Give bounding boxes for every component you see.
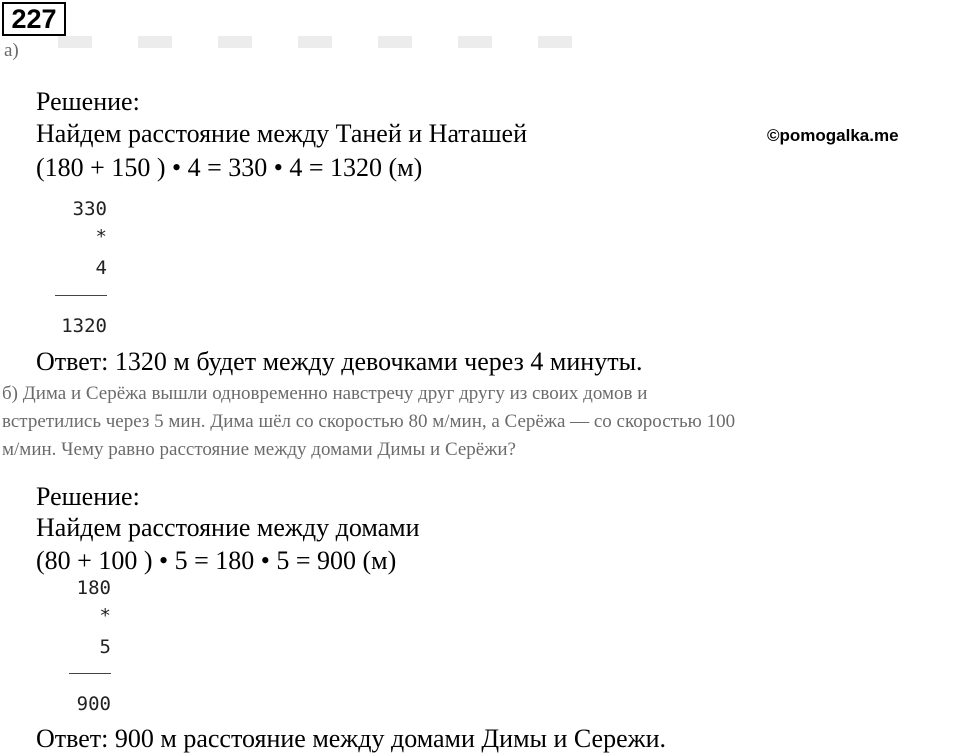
part-b-problem-line-1: б) Дима и Серёжа вышли одновременно навстречу друг другу из своих домов и: [2, 383, 648, 404]
part-b-column-line: [69, 673, 111, 674]
part-a-column-result: 1320: [61, 315, 107, 337]
part-b-problem-line-3: м/мин. Чему равно расстояние между домами Димы и Серёжи?: [2, 439, 516, 460]
part-a-column-line: [55, 295, 107, 296]
part-b-equation: (80 + 100 ) • 5 = 180 • 5 = 900 (м): [36, 546, 397, 575]
part-a-column-multiplier: 4: [95, 257, 107, 279]
part-b-solution-heading: Решение:: [36, 482, 140, 511]
faded-problem-text: [58, 36, 618, 48]
part-b-column-top: 180: [76, 577, 111, 599]
part-b-column-result: 900: [76, 693, 111, 715]
part-b-problem-line-2: встретились через 5 мин. Дима шёл со скоростью 80 м/мин, а Серёжа — со скоростью 100: [2, 411, 736, 432]
part-b-step-text: Найдем расстояние между домами: [36, 513, 420, 542]
part-a-equation: (180 + 150 ) • 4 = 330 • 4 = 1320 (м): [36, 153, 423, 182]
part-b-column-operator: *: [99, 605, 111, 627]
task-number-badge: 227: [2, 2, 66, 36]
part-a-answer: Ответ: 1320 м будет между девочками через 4 минуты.: [36, 347, 643, 376]
part-a-column-top: 330: [72, 198, 107, 220]
part-a-label: а): [4, 40, 19, 61]
part-b-column-multiplier: 5: [99, 636, 111, 658]
watermark: ©pomogalka.me: [767, 126, 899, 145]
part-a-solution-heading: Решение:: [36, 87, 140, 116]
part-a-column-operator: *: [95, 226, 107, 248]
part-b-answer: Ответ: 900 м расстояние между домами Димы и Сережи.: [36, 724, 667, 753]
part-a-step-text: Найдем расстояние между Таней и Наташей: [36, 119, 528, 148]
